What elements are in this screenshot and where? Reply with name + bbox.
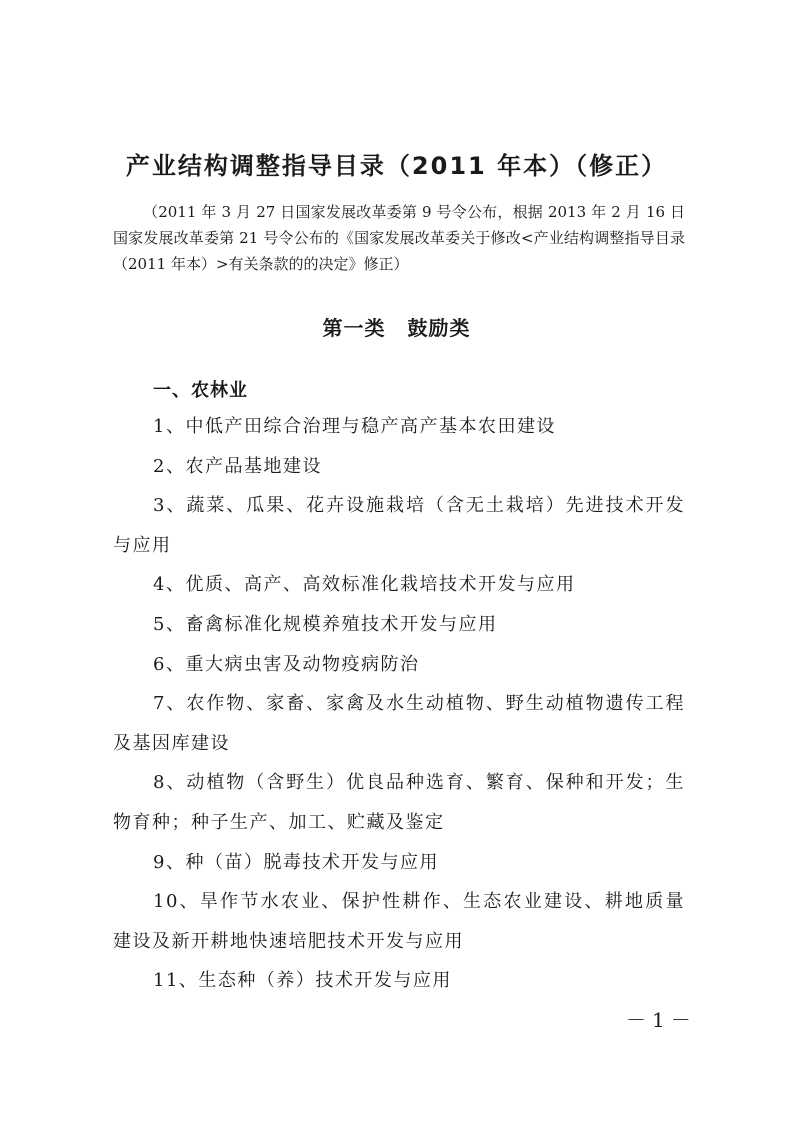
list-item: 10、旱作节水农业、保护性耕作、生态农业建设、耕地质量建设及新开耕地快速培肥技术开发与应用 [113,891,685,952]
list-item: 3、蔬菜、瓜果、花卉设施栽培（含无土栽培）先进技术开发与应用 [113,495,685,556]
list-item: 6、重大病虫害及动物疫病防治 [153,653,420,675]
section-name: 鼓励类 [407,316,471,340]
chapter-heading: 一、农林业 [153,380,248,401]
list-item: 2、农产品基地建设 [153,455,322,477]
list-item: 7、农作物、家畜、家禽及水生动植物、野生动植物遗传工程及基因库建设 [113,693,685,754]
page-number: －1－ [626,1008,697,1032]
section-number: 第一类 [322,316,386,340]
document-title: 产业结构调整指导目录（2011 年本）（修正） [125,152,668,180]
list-item: 4、优质、高产、高效标准化栽培技术开发与应用 [153,574,576,596]
list-item: 1、中低产田综合治理与稳产高产基本农田建设 [153,416,556,437]
section-heading [0,312,793,341]
list-item: 11、生态种（养）技术开发与应用 [153,970,452,992]
list-item: 9、种（苗）脱毒技术开发与应用 [153,851,439,873]
revision-note: （2011 年 3 月 27 日国家发展改革委第 9 号令公布，根据 2013 年 2 月 16 日国家发展改革委第 21 号令公布的《国家发展改革委关于修改<产业结构调整指导目录（2011 年本）>有关条款的的决定》修正） [113,203,685,273]
list-item: 8、动植物（含野生）优良品种选育、繁育、保种和开发；生物育种；种子生产、加工、贮藏及鉴定 [113,772,685,833]
list-item: 5、畜禽标准化规模养殖技术开发与应用 [153,613,498,635]
item-list [113,407,685,1001]
